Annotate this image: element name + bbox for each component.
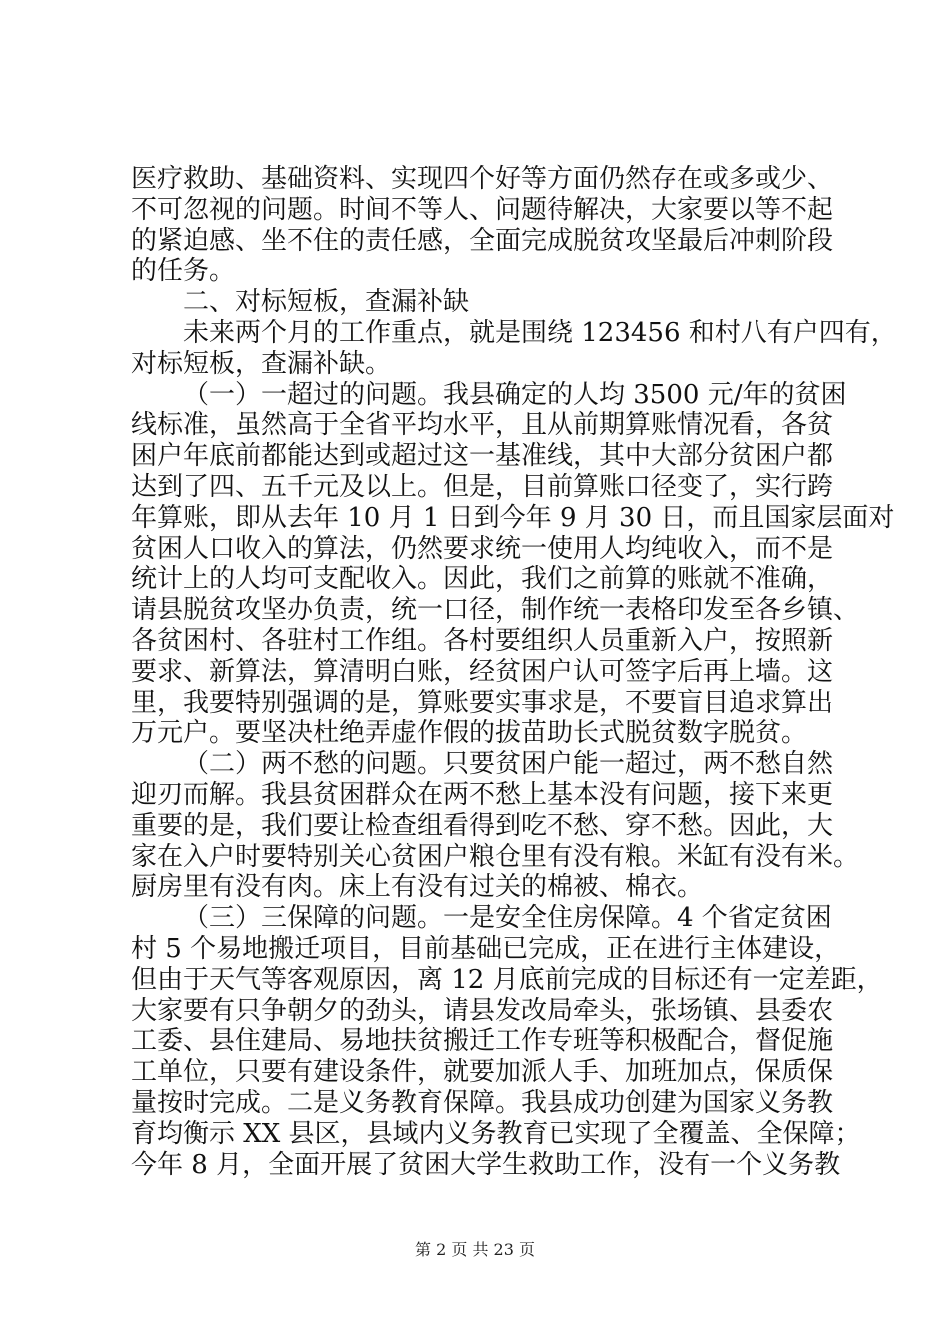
text-line: 里，我要特别强调的是，算账要实事求是，不要盲目追求算出 bbox=[131, 687, 834, 718]
text-line: 厨房里有没有肉。床上有没有过关的棉被、棉衣。 bbox=[131, 872, 704, 903]
text-line: 但由于天气等客观原因，离 12 月底前完成的目标还有一定差距， bbox=[131, 964, 883, 995]
text-line: 统计上的人均可支配收入。因此，我们之前算的账就不准确， bbox=[131, 564, 834, 595]
subsection-line: （二）两不愁的问题。只要贫困户能一超过，两不愁自然 bbox=[183, 749, 834, 780]
text-line: 工单位，只要有建设条件，就要加派人手、加班加点，保质保 bbox=[131, 1057, 834, 1088]
text-line: 迎刃而解。我县贫困群众在两不愁上基本没有问题，接下来更 bbox=[131, 779, 834, 810]
section-heading: 二、对标短板，查漏补缺 bbox=[183, 287, 470, 318]
text-line: 困户年底前都能达到或超过这一基准线，其中大部分贫困户都 bbox=[131, 441, 834, 472]
text-line: 量按时完成。二是义务教育保障。我县成功创建为国家义务教 bbox=[131, 1087, 834, 1118]
page-footer: 第 2 页 共 23 页 bbox=[415, 1240, 535, 1259]
text-line: 家在入户时要特别关心贫困户粮仓里有没有粮。米缸有没有米。 bbox=[131, 841, 860, 872]
text-line: 线标准，虽然高于全省平均水平，且从前期算账情况看，各贫 bbox=[131, 410, 834, 441]
text-line: 的任务。 bbox=[131, 256, 236, 287]
text-line: 请县脱贫攻坚办负责，统一口径，制作统一表格印发至各乡镇、 bbox=[131, 595, 860, 626]
text-line: 育均衡示 XX 县区，县域内义务教育已实现了全覆盖、全保障； bbox=[131, 1118, 861, 1149]
text-line: 大家要有只争朝夕的劲头，请县发改局牵头，张场镇、县委农 bbox=[131, 995, 834, 1026]
document-body bbox=[131, 164, 897, 1180]
text-line: 年算账，即从去年 10 月 1 日到今年 9 月 30 日，而且国家层面对 bbox=[131, 502, 895, 533]
text-line: 要求、新算法，算清明白账，经贫困户认可签字后再上墙。这 bbox=[131, 656, 834, 687]
text-line: 不可忽视的问题。时间不等人、问题待解决，大家要以等不起 bbox=[131, 194, 834, 225]
text-line: 各贫困村、各驻村工作组。各村要组织人员重新入户，按照新 bbox=[131, 625, 834, 656]
text-line: 工委、县住建局、易地扶贫搬迁工作专班等积极配合，督促施 bbox=[131, 1026, 834, 1057]
text-line: 的紧迫感、坐不住的责任感，全面完成脱贫攻坚最后冲刺阶段 bbox=[131, 225, 834, 256]
text-line: 万元户。要坚决杜绝弄虚作假的拔苗助长式脱贫数字脱贫。 bbox=[131, 718, 808, 749]
text-line: 重要的是，我们要让检查组看得到吃不愁、穿不愁。因此，大 bbox=[131, 810, 834, 841]
text-line: 未来两个月的工作重点，就是围绕 123456 和村八有户四有， bbox=[183, 317, 897, 348]
subsection-line: （一）一超过的问题。我县确定的人均 3500 元/年的贫困 bbox=[183, 379, 847, 410]
subsection-line: （三）三保障的问题。一是安全住房保障。4 个省定贫困 bbox=[183, 903, 832, 934]
text-line: 村 5 个易地搬迁项目，目前基础已完成，正在进行主体建设， bbox=[131, 933, 841, 964]
text-line: 贫困人口收入的算法，仍然要求统一使用人均纯收入，而不是 bbox=[131, 533, 834, 564]
text-line: 对标短板，查漏补缺。 bbox=[131, 348, 392, 379]
text-line: 今年 8 月，全面开展了贫困大学生救助工作，没有一个义务教 bbox=[131, 1149, 841, 1180]
text-line: 达到了四、五千元及以上。但是，目前算账口径变了，实行跨 bbox=[131, 471, 834, 502]
text-line: 医疗救助、基础资料、实现四个好等方面仍然存在或多或少、 bbox=[131, 164, 834, 194]
